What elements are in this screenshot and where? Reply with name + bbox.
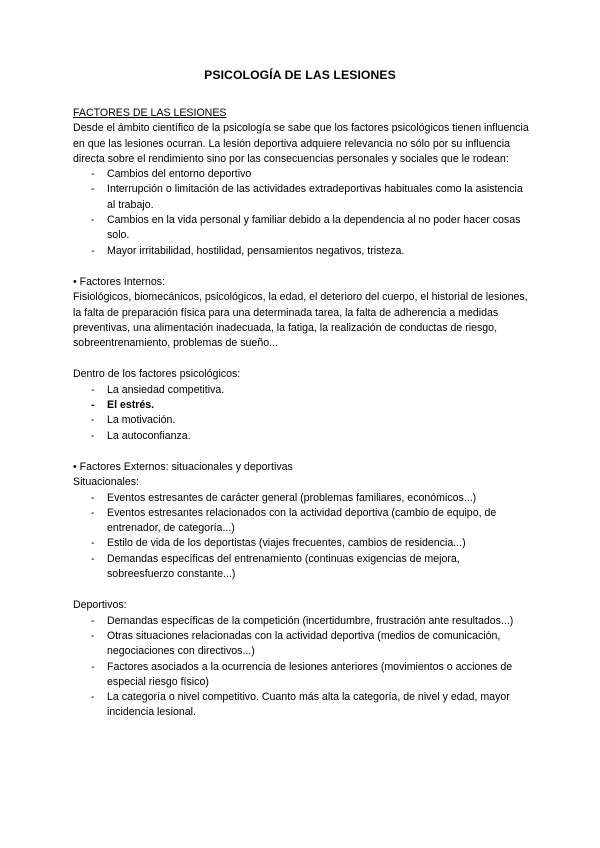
list-item: - Factores asociados a la ocurrencia de lesiones anteriores (movimientos o acciones de especial riesgo físico) xyxy=(73,660,529,691)
list-item: - La motivación. xyxy=(73,413,529,428)
situacionales-list xyxy=(73,491,529,583)
consequences-list xyxy=(73,167,529,259)
list-item: - Interrupción o limitación de las actividades extradeportivas habituales como la asistencia al trabajo. xyxy=(73,182,529,213)
list-item: - Otras situaciones relacionadas con la actividad deportiva (medios de comunicación, negociaciones con directivos...) xyxy=(73,629,529,660)
psicologicos-heading: Dentro de los factores psicológicos: xyxy=(73,368,241,381)
list-item: - Cambios en la vida personal y familiar debido a la dependencia al no poder hacer cosas solo. xyxy=(73,213,529,244)
list-item: - La categoría o nivel competitivo. Cuanto más alta la categoría, de nivel y edad, mayor incidencia lesional. xyxy=(73,690,529,721)
list-item: - La autoconfianza. xyxy=(73,429,529,444)
deportivos-list xyxy=(73,614,529,721)
situacionales-label: Situacionales: xyxy=(73,476,139,489)
page-title: PSICOLOGÍA DE LAS LESIONES xyxy=(204,68,396,82)
list-item: - Eventos estresantes relacionados con la actividad deportiva (cambio de equipo, de entrenador, de categoría...) xyxy=(73,506,529,537)
list-item: - La ansiedad competitiva. xyxy=(73,383,529,398)
list-item: - Mayor irritabilidad, hostilidad, pensamientos negativos, tristeza. xyxy=(73,244,529,259)
deportivos-label: Deportivos: xyxy=(73,599,127,612)
list-item: - Cambios del entorno deportivo xyxy=(73,167,529,182)
section-heading-factores: FACTORES DE LAS LESIONES xyxy=(73,107,227,119)
internos-heading: • Factores Internos: xyxy=(73,275,166,288)
list-item: - Demandas específicas de la competición (incertidumbre, frustración ante resultados...) xyxy=(73,614,529,629)
intro-paragraph: Desde el ámbito científico de la psicología se sabe que los factores psicológicos tienen influencia en que las lesiones ocurran. La lesión deportiva adquiere relevancia no sólo por su influencia directa sobre el rendimiento sino por las consecuencias personales y sociales que le rodean: xyxy=(73,122,529,165)
list-item-bold: - El estrés. xyxy=(73,398,529,413)
list-item: - Demandas específicas del entrenamiento (continuas exigencias de mejora, sobreesfuerzo constante...) xyxy=(73,552,529,583)
externos-heading: • Factores Externos: situacionales y deportivas xyxy=(73,460,293,473)
list-item: - Estilo de vida de los deportistas (viajes frecuentes, cambios de residencia...) xyxy=(73,536,529,551)
psicologicos-list xyxy=(73,383,529,444)
list-item: - Eventos estresantes de carácter general (problemas familiares, económicos...) xyxy=(73,491,529,506)
document-body xyxy=(73,106,529,721)
internos-paragraph: Fisiológicos, biomecánicos, psicológicos, la edad, el deterioro del cuerpo, el historial de lesiones, la falta de preparación física para una determinada tarea, la falta de adherencia a medidas preventivas, una alimentación inadecuada, la fatiga, la realización de conductas de riesgo, sobreentrenamiento, problemas de sueño... xyxy=(73,291,528,350)
